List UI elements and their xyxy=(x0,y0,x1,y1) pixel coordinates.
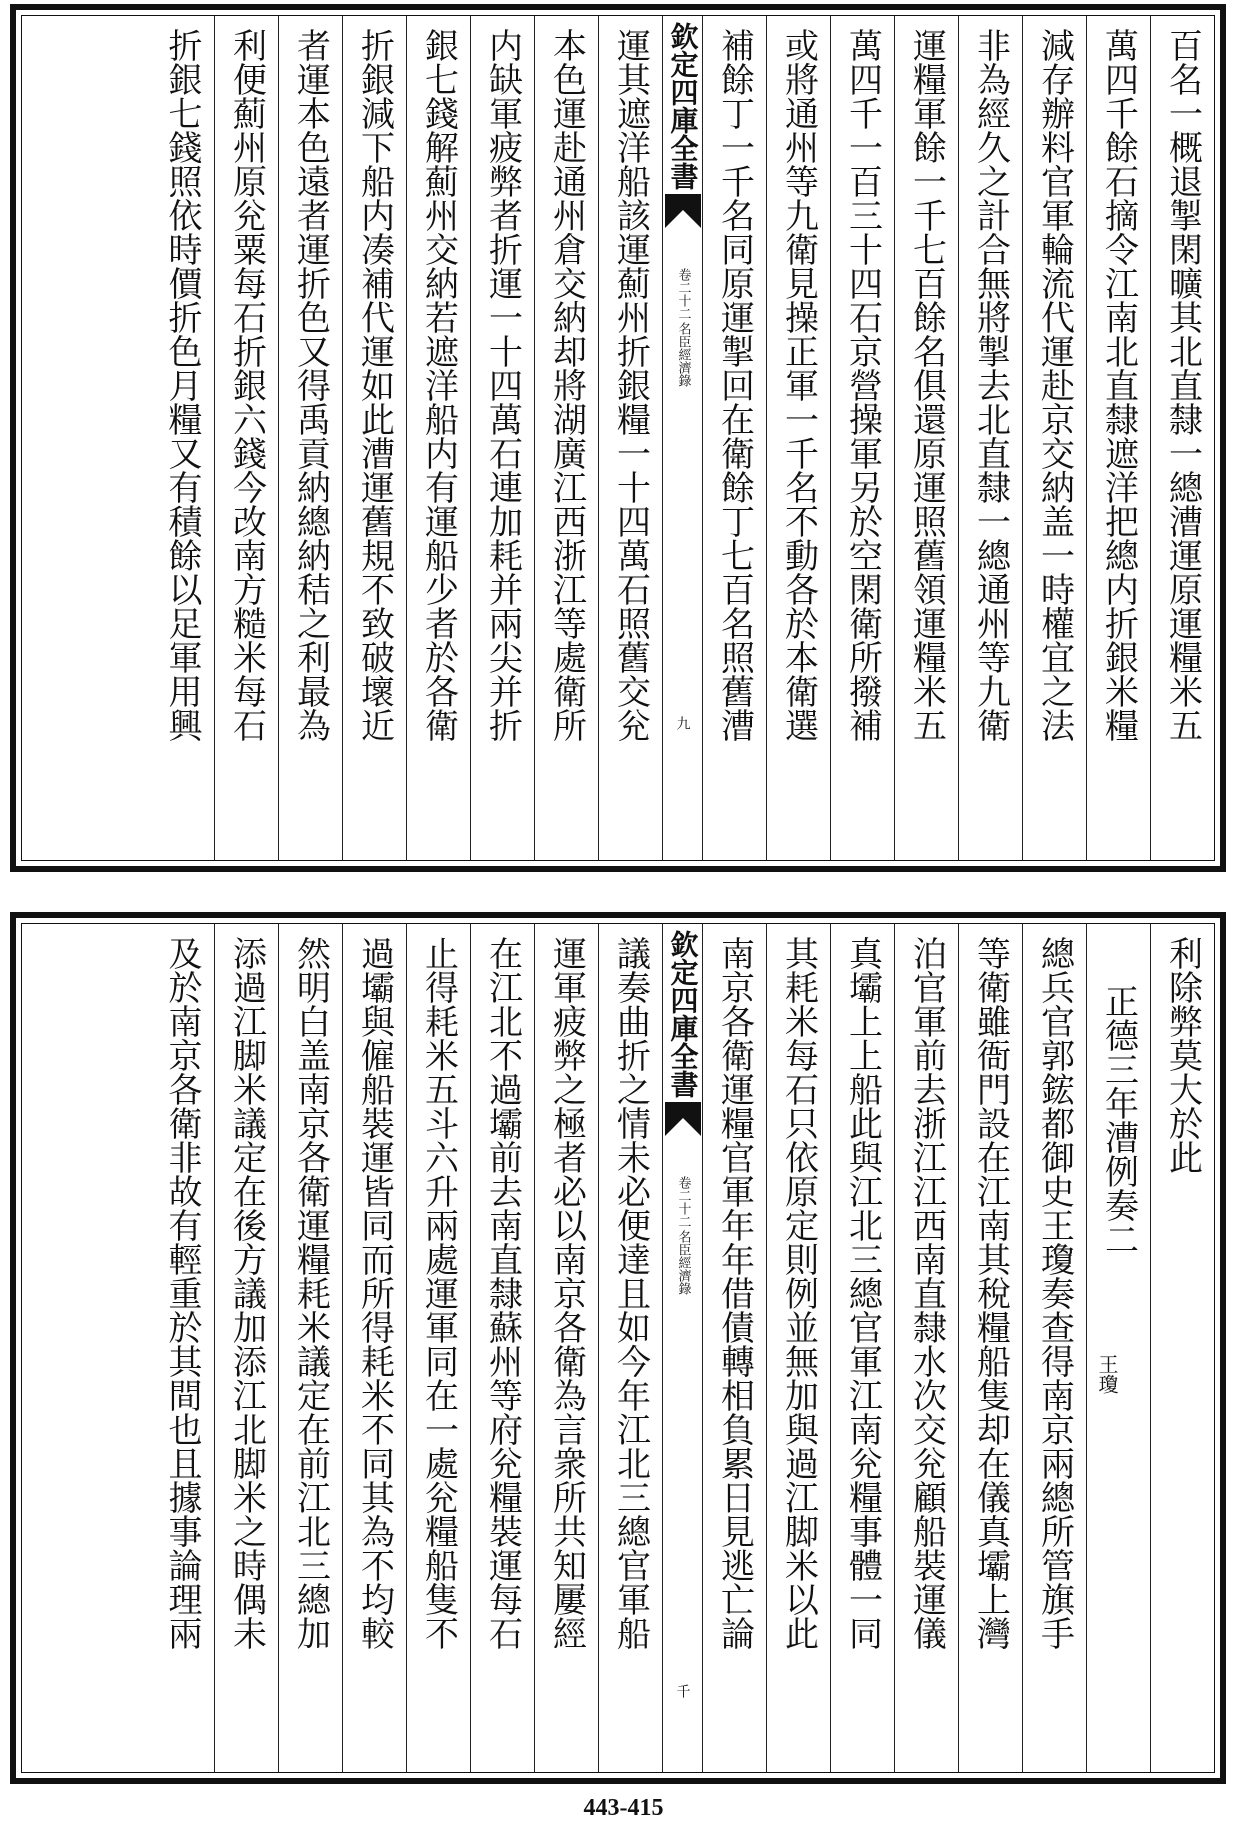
text-column: 減存辦料官軍輪流代運赴京交納盖一時權宜之法 xyxy=(1022,16,1086,860)
text-column: 銀七錢解薊州交納若遮洋船内有運船少者於各衛 xyxy=(406,16,470,860)
volume-label: 卷二十二 xyxy=(675,268,691,320)
text-column: 在江北不過壩前去南直隸蘇州等府兊糧裝運每石 xyxy=(470,924,534,1772)
book-title: 名臣經濟錄 xyxy=(675,322,691,387)
author-annotation: 王瓊 xyxy=(1095,1354,1119,1394)
page-number: 九 xyxy=(674,716,691,730)
text-column: 其耗米每石只依原定則例並無加與過江脚米以此 xyxy=(766,924,830,1772)
fishtail-mark-icon xyxy=(665,1102,701,1136)
bottom-page xyxy=(10,912,1226,1784)
page-gutter xyxy=(662,16,702,860)
text-column: 或將通州等九衛見操正軍一千名不動各於本衛選 xyxy=(766,16,830,860)
text-column: 總兵官郭鋐都御史王瓊奏查得南京兩總所管旗手 xyxy=(1022,924,1086,1772)
page-gutter xyxy=(662,924,702,1772)
text-column: 泊官軍前去浙江江西南直隸水次交兊顧船裝運儀 xyxy=(894,924,958,1772)
text-column: 添過江脚米議定在後方議加添江北脚米之時偶未 xyxy=(214,924,278,1772)
text-column: 真壩上上船此與江北三總官軍江南兊糧事體一同 xyxy=(830,924,894,1772)
section-title-column xyxy=(1086,924,1150,1772)
text-column: 内缺軍疲弊者折運一十四萬石連加耗并兩尖并折 xyxy=(470,16,534,860)
text-column: 本色運赴通州倉交納却將湖廣江西浙江等處衛所 xyxy=(534,16,598,860)
text-column: 等衛雖衙門設在江南其稅糧船隻却在儀真壩上灣 xyxy=(958,924,1022,1772)
volume-label: 卷二十二 xyxy=(675,1176,691,1228)
text-column: 運軍疲弊之極者必以南京各衛為言衆所共知屢經 xyxy=(534,924,598,1772)
text-column: 過壩與僱船裝運皆同而所得耗米不同其為不均較 xyxy=(342,924,406,1772)
library-title: 欽定四庫全書 xyxy=(666,930,700,1098)
text-column: 然明白盖南京各衛運糧耗米議定在前江北三總加 xyxy=(278,924,342,1772)
footer-page-code: 443-415 xyxy=(583,1795,664,1821)
text-column: 者運本色遠者運折色又得禹貢納總納秸之利最為 xyxy=(278,16,342,860)
text-column: 運其遮洋船該運薊州折銀糧一十四萬石照舊交兊 xyxy=(598,16,662,860)
text-column: 萬四千餘石摘令江南北直隸遮洋把總内折銀米糧 xyxy=(1086,16,1150,860)
top-page xyxy=(10,4,1226,872)
text-column: 利便薊州原兊粟每石折銀六錢今改南方糙米每石 xyxy=(214,16,278,860)
text-column: 折銀七錢照依時價折色月糧又有積餘以足軍用興 xyxy=(162,28,202,742)
fishtail-mark-icon xyxy=(665,194,701,228)
text-column: 運糧軍餘一千七百餘名俱還原運照舊領運糧米五 xyxy=(894,16,958,860)
text-column: 及於南京各衛非故有輕重於其間也且據事論理兩 xyxy=(162,936,202,1650)
book-title: 名臣經濟錄 xyxy=(675,1230,691,1295)
text-column: 折銀減下船内凑補代運如此漕運舊規不致破壞近 xyxy=(342,16,406,860)
library-title: 欽定四庫全書 xyxy=(666,22,700,190)
text-column: 利除弊莫大於此 xyxy=(1150,924,1214,1772)
text-column: 非為經久之計合無將掣去北直隸一總通州等九衛 xyxy=(958,16,1022,860)
text-column: 百名一概退掣閑曠其北直隸一總漕運原運糧米五 xyxy=(1150,16,1214,860)
text-column: 萬四千一百三十四石京營操軍另於空閑衛所撥補 xyxy=(830,16,894,860)
text-column: 補餘丁一千名同原運掣回在衛餘丁七百名照舊漕 xyxy=(702,16,766,860)
text-column: 議奏曲折之情未必便達且如今年江北三總官軍船 xyxy=(598,924,662,1772)
book-title-block xyxy=(676,1176,690,1295)
page-number: 千 xyxy=(674,1684,691,1698)
book-title-block xyxy=(676,268,690,387)
section-title: 正德三年漕例奏二 xyxy=(1098,984,1139,1256)
text-column: 南京各衛運糧官軍年年借債轉相負累日見逃亡論 xyxy=(702,924,766,1772)
text-column: 止得耗米五斗六升兩處運軍同在一處兊糧船隻不 xyxy=(406,924,470,1772)
